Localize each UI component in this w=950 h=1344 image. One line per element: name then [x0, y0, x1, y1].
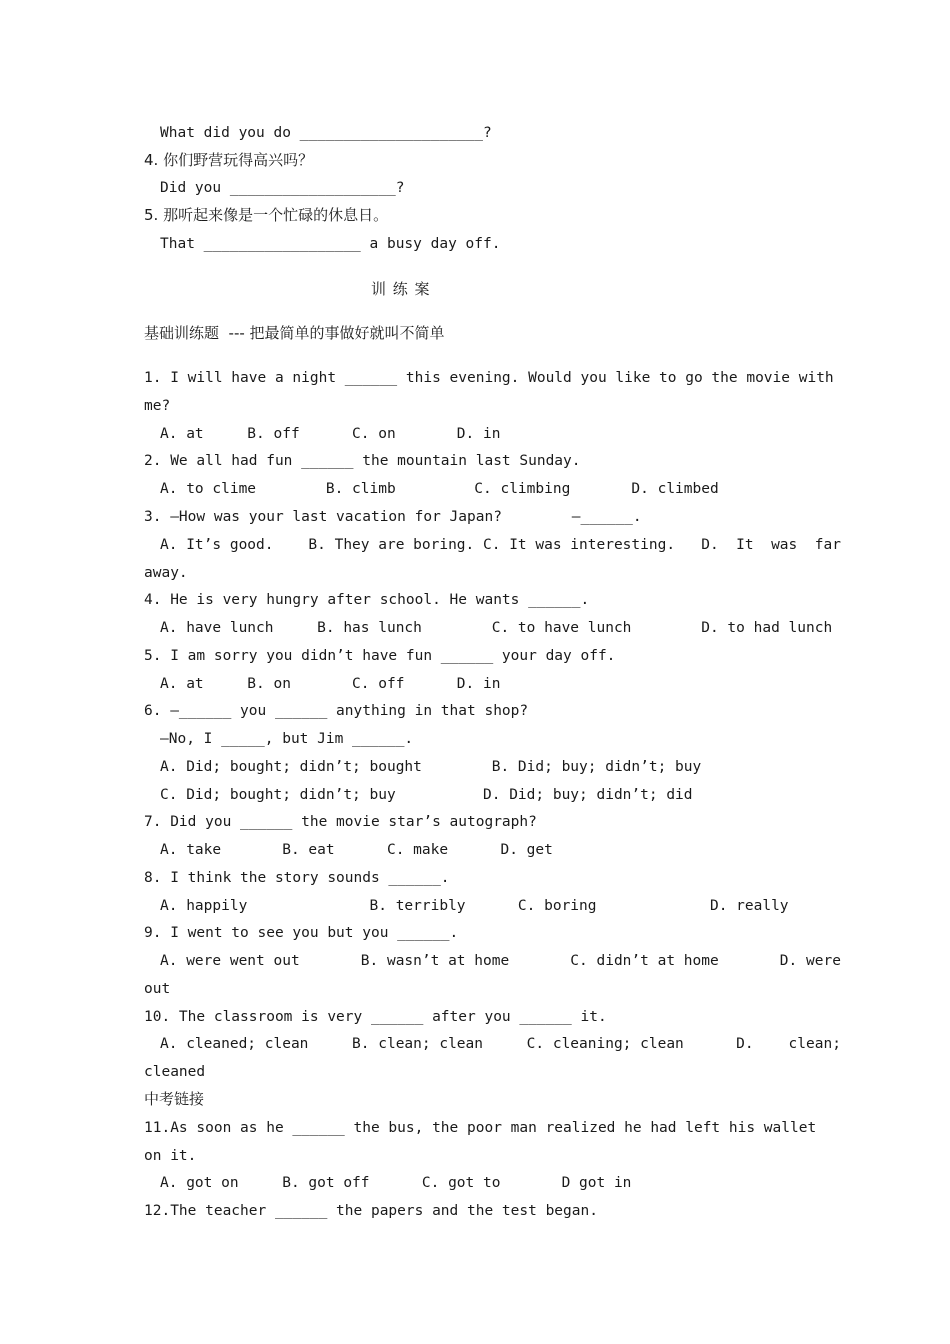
exam-link-title: 中考链接 [144, 1090, 205, 1108]
question-10-stem: 10. The classroom is very ______ after you ______ it. [144, 1009, 607, 1025]
question-11-stem-cont: on it. [144, 1148, 197, 1164]
question-5-chinese: 5. 那听起来像是一个忙碌的休息日。 [144, 206, 389, 224]
question-1-stem: 1. I will have a night ______ this evening. Would you like to go the movie with [144, 370, 834, 386]
question-5-options: A. at B. on C. off D. in [160, 676, 501, 692]
question-4-stem: 4. He is very hungry after school. He wants ______. [144, 592, 590, 608]
question-8-options: A. happily B. terribly C. boring D. really [160, 898, 789, 914]
question-8-stem: 8. I think the story sounds ______. [144, 870, 450, 886]
question-2-stem: 2. We all had fun ______ the mountain last Sunday. [144, 453, 581, 469]
question-6-stem-cont: —No, I _____, but Jim ______. [160, 731, 414, 747]
question-11-stem: 11.As soon as he ______ the bus, the poor man realized he had left his wallet [144, 1120, 817, 1136]
question-5-stem: 5. I am sorry you didn’t have fun ______ your day off. [144, 648, 616, 664]
question-1-stem-cont: me? [144, 398, 171, 414]
question-4-english: Did you ___________________? [160, 180, 405, 196]
basic-training-title: 基础训练题 --- 把最简单的事做好就叫不简单 [144, 324, 445, 342]
question-9-options: A. were went out B. wasn’t at home C. didn’t at home D. were [160, 953, 841, 969]
section-title: 训 练 案 [371, 280, 431, 298]
question-10-options: A. cleaned; clean B. clean; clean C. cleaning; clean D. clean; [160, 1036, 841, 1052]
question-7-options: A. take B. eat C. make D. get [160, 842, 553, 858]
question-10-options-cont: cleaned [144, 1064, 206, 1080]
question-3-options-cont: away. [144, 565, 188, 581]
question-2-options: A. to clime B. climb C. climbing D. climbed [160, 481, 719, 497]
question-12-stem: 12.The teacher ______ the papers and the test began. [144, 1203, 598, 1219]
question-9-options-cont: out [144, 981, 171, 997]
question-9-stem: 9. I went to see you but you ______. [144, 925, 459, 941]
line-what-did-you-do: What did you do _____________________? [160, 125, 492, 141]
question-6-options: A. Did; bought; didn’t; bought B. Did; buy; didn’t; buy [160, 759, 702, 775]
question-1-options: A. at B. off C. on D. in [160, 426, 501, 442]
question-3-stem: 3. —How was your last vacation for Japan? —______. [144, 509, 642, 525]
question-6-options-cont: C. Did; bought; didn’t; buy D. Did; buy; didn’t; did [160, 787, 693, 803]
question-6-stem: 6. —______ you ______ anything in that shop? [144, 703, 529, 719]
question-11-options: A. got on B. got off C. got to D got in [160, 1175, 632, 1191]
question-7-stem: 7. Did you ______ the movie star’s autograph? [144, 814, 537, 830]
question-5-english: That __________________ a busy day off. [160, 236, 501, 252]
question-3-options: A. It’s good. B. They are boring. C. It was interesting. D. It was far [160, 537, 841, 553]
question-4-chinese: 4. 你们野营玩得高兴吗？ [144, 151, 314, 169]
question-4-options: A. have lunch B. has lunch C. to have lunch D. to had lunch [160, 620, 833, 636]
